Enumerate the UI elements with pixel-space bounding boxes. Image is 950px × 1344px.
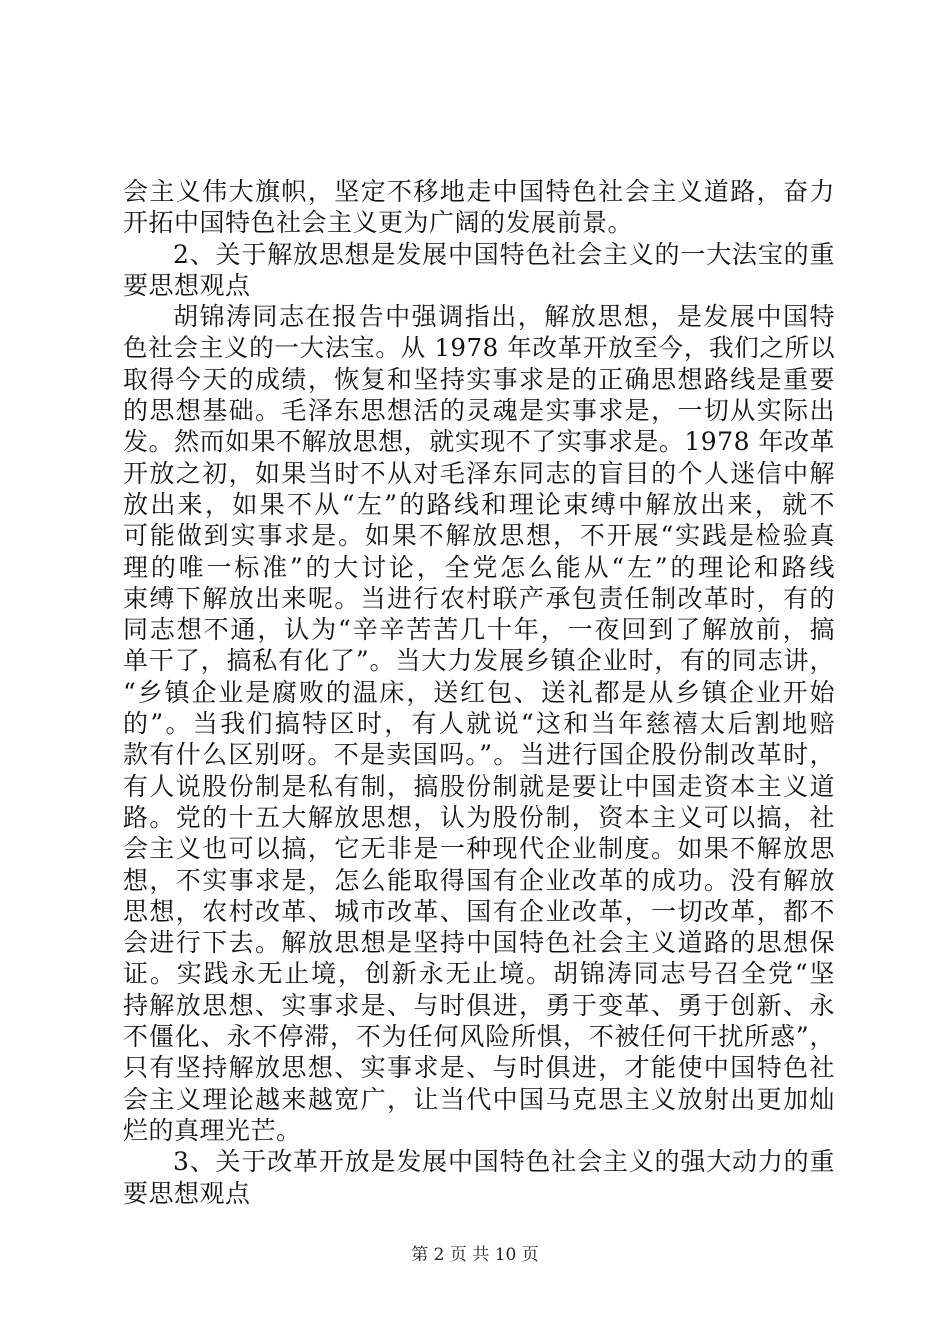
text-line: 会主义伟大旗帜，坚定不移地走中国特色社会主义道路，奋力 <box>123 177 835 206</box>
text-line: 想，不实事求是，怎么能取得国有企业改革的成功。没有解放 <box>123 865 835 895</box>
text-line: 理的唯一标准”的大讨论，全党怎么能从“左”的理论和路线 <box>123 552 835 582</box>
text-line: 的思想基础。毛泽东思想活的灵魂是实事求是，一切从实际出 <box>123 396 835 426</box>
text-line: 路。党的十五大解放思想，认为股份制，资本主义可以搞，社 <box>123 802 835 832</box>
text-line: 单干了，搞私有化了”。当大力发展乡镇企业时，有的同志讲， <box>123 646 835 676</box>
document-body <box>123 176 835 1209</box>
text-line: 色社会主义的一大法宝。从 1978 年改革开放至今，我们之所以 <box>123 333 835 363</box>
text-line: 会主义也可以搞，它无非是一种现代企业制度。如果不解放思 <box>123 834 835 864</box>
text-line: 2、关于解放思想是发展中国特色社会主义的一大法宝的重 <box>173 239 835 269</box>
text-line: 证。实践永无止境，创新永无止境。胡锦涛同志号召全党“坚 <box>123 959 835 989</box>
text-line: 发。然而如果不解放思想，就实现不了实事求是。1978 年改革 <box>123 427 835 457</box>
text-line: 开拓中国特色社会主义更为广阔的发展前景。 <box>123 208 634 238</box>
text-line: 要思想观点 <box>123 270 251 300</box>
text-line: 可能做到实事求是。如果不解放思想，不开展“实践是检验真 <box>123 521 835 551</box>
text-line: 只有坚持解放思想、实事求是、与时俱进，才能使中国特色社 <box>123 1053 835 1083</box>
text-line: 胡锦涛同志在报告中强调指出，解放思想，是发展中国特 <box>173 302 835 332</box>
text-line: 束缚下解放出来呢。当进行农村联产承包责任制改革时，有的 <box>123 583 835 613</box>
text-line: 开放之初，如果当时不从对毛泽东同志的盲目的个人迷信中解 <box>123 458 835 488</box>
text-line: 有人说股份制是私有制，搞股份制就是要让中国走资本主义道 <box>123 771 835 801</box>
text-line: 取得今天的成绩，恢复和坚持实事求是的正确思想路线是重要 <box>123 364 835 394</box>
text-line: 持解放思想、实事求是、与时俱进，勇于变革、勇于创新、永 <box>123 990 835 1020</box>
page-footer: 第 2 页 共 10 页 <box>411 1245 539 1265</box>
text-line: “乡镇企业是腐败的温床，送红包、送礼都是从乡镇企业开始 <box>123 677 835 707</box>
text-line: 会主义理论越来越宽广，让当代中国马克思主义放射出更加灿 <box>123 1084 835 1114</box>
text-line: 放出来，如果不从“左”的路线和理论束缚中解放出来，就不 <box>123 489 835 519</box>
text-line: 烂的真理光芒。 <box>123 1115 302 1145</box>
text-line: 要思想观点 <box>123 1178 251 1208</box>
text-line: 的”。当我们搞特区时，有人就说“这和当年慈禧太后割地赔 <box>123 709 835 739</box>
text-line: 同志想不通，认为“辛辛苦苦几十年，一夜回到了解放前，搞 <box>123 615 835 645</box>
text-line: 不僵化、永不停滞，不为任何风险所惧，不被任何干扰所惑”， <box>123 1022 835 1052</box>
text-line: 会进行下去。解放思想是坚持中国特色社会主义道路的思想保 <box>123 928 835 958</box>
text-line: 思想，农村改革、城市改革、国有企业改革，一切改革，都不 <box>123 896 835 926</box>
text-line: 款有什么区别呀。不是卖国吗。”。当进行国企股份制改革时， <box>123 740 835 770</box>
text-line: 3、关于改革开放是发展中国特色社会主义的强大动力的重 <box>173 1147 835 1177</box>
